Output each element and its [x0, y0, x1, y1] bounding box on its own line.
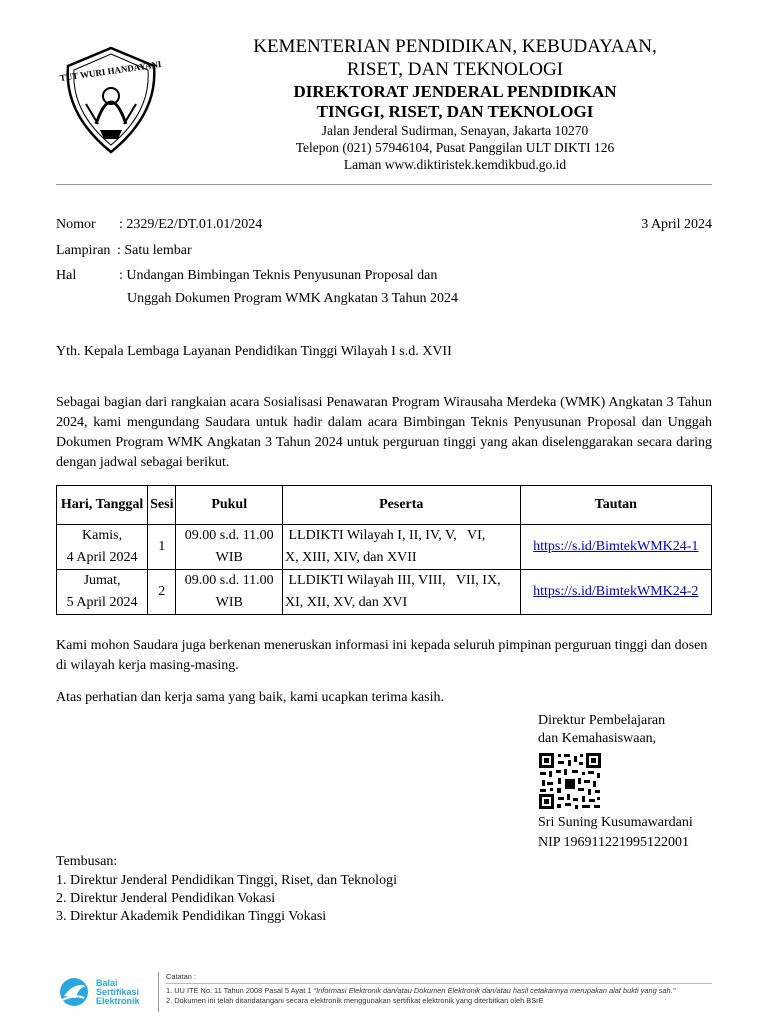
header-sesi: Sesi: [148, 486, 176, 525]
time-range: 09.00 s.d. 11.00: [184, 528, 274, 543]
sesi-cell: 2: [148, 570, 176, 615]
footer-divider: [158, 972, 159, 1012]
phone: Telepon (021) 57946104, Pusat Panggilan ULT DIKTI 126: [295, 140, 615, 155]
website: Laman www.diktiristek.kemdikbud.go.id: [343, 157, 567, 172]
peserta-line-1: LLDIKTI Wilayah I, II, IV, V, VI,: [284, 528, 486, 543]
directorate-line-1: DIREKTORAT JENDERAL PENDIDIKAN: [293, 82, 617, 101]
schedule-table: [56, 485, 712, 615]
signatory-name: Sri Suning Kusumawardani: [538, 815, 693, 830]
footer-note-2: 2. Dokumen ini telah ditandatangani secara elektronik menggunakan sertifikat elektronik yang diterbitkan oleh BSrE: [166, 996, 544, 1005]
ministry-line-1: KEMENTERIAN PENDIDIKAN, KEBUDAYAAN,: [253, 36, 657, 57]
time-cell: [176, 525, 283, 570]
peserta-line-2: X, XIII, XIV, dan XVII: [284, 550, 417, 565]
cc-item-2: 2. Direktur Jenderal Pendidikan Vokasi: [56, 891, 276, 906]
sesi-cell: 1: [148, 525, 176, 570]
bsre-line-1: Balai: [96, 978, 118, 988]
letter-date: 3 April 2024: [641, 217, 712, 232]
day-date: 4 April 2024: [66, 550, 138, 565]
footer-note-1-prefix: 1. UU ITE No. 11 Tahun 2008 Pasal 5 Ayat 1: [166, 986, 314, 995]
time-range: 09.00 s.d. 11.00: [184, 573, 274, 588]
directorate-line-2: TINGGI, RISET, DAN TEKNOLOGI: [316, 102, 594, 121]
day-name: Jumat,: [83, 573, 121, 588]
meeting-link-1[interactable]: https://s.id/BimtekWMK24-1: [533, 539, 699, 554]
table-row: [57, 570, 712, 615]
day-cell: [57, 570, 148, 615]
link-cell: [520, 525, 711, 570]
header-divider: [56, 184, 712, 185]
cc-item-1: 1. Direktur Jenderal Pendidikan Tinggi, Riset, dan Teknologi: [56, 873, 397, 888]
peserta-line-2: XI, XII, XV, dan XVI: [284, 595, 408, 610]
hal-line-1: : Undangan Bimbingan Teknis Penyusunan Proposal dan: [119, 268, 438, 283]
link-cell: [520, 570, 711, 615]
peserta-cell: [282, 525, 520, 570]
footer-note-label: Catatan :: [166, 972, 196, 981]
bsre-line-2: Sertifikasi: [96, 987, 140, 997]
signatory-title-1: Direktur Pembelajaran: [538, 713, 666, 728]
recipient: Yth. Kepala Lembaga Layanan Pendidikan Tinggi Wilayah I s.d. XVII: [56, 344, 452, 359]
table-row: [57, 525, 712, 570]
day-name: Kamis,: [82, 528, 123, 543]
header-pukul: Pukul: [176, 486, 283, 525]
time-zone: WIB: [215, 550, 243, 565]
meeting-link-2[interactable]: https://s.id/BimtekWMK24-2: [533, 584, 699, 599]
bsre-name: [96, 979, 140, 1006]
nomor-label: Nomor: [56, 217, 96, 232]
lampiran-value: : Satu lembar: [117, 243, 192, 258]
nomor-value: : 2329/E2/DT.01.01/2024: [119, 217, 263, 232]
hal-line-2: Unggah Dokumen Program WMK Angkatan 3 Tahun 2024: [127, 291, 458, 306]
tut-wuri-handayani-logo: [58, 44, 164, 156]
header-peserta: Peserta: [282, 486, 520, 525]
footer-note-1: [166, 986, 675, 995]
request-paragraph: Kami mohon Saudara juga berkenan meneruskan informasi ini kepada seluruh pimpinan perguruan tinggi dan dosen di wilayah kerja masing-masing.: [56, 638, 708, 673]
signatory-title-2: dan Kemahasiswaan,: [538, 731, 657, 746]
time-cell: [176, 570, 283, 615]
footer-note-line: [166, 983, 712, 984]
signatory-nip: NIP 196911221995122001: [538, 835, 690, 850]
table-header-row: [57, 486, 712, 525]
address: Jalan Jenderal Sudirman, Senayan, Jakarta 10270: [321, 123, 589, 138]
bsre-logo-icon: [56, 976, 92, 1008]
header-hari-tanggal: Hari, Tanggal: [57, 486, 148, 525]
time-zone: WIB: [215, 595, 243, 610]
lampiran-label: Lampiran: [56, 243, 111, 258]
ministry-line-2: RISET, DAN TEKNOLOGI: [346, 59, 564, 80]
footer-note-1-quote: "Informasi Elektronik dan/atau Dokumen Elektronik dan/atau hasil cetakannya merupakan alat bukti yang sah.": [313, 986, 676, 995]
day-date: 5 April 2024: [66, 595, 138, 610]
day-cell: [57, 525, 148, 570]
svg-text:TUT WURI HANDAYANI: TUT WURI HANDAYANI: [59, 58, 163, 84]
cc-item-3: 3. Direktur Akademik Pendidikan Tinggi Vokasi: [56, 909, 327, 924]
peserta-line-1: LLDIKTI Wilayah III, VIII, VII, IX,: [284, 573, 501, 588]
qr-code-icon: [538, 752, 602, 810]
peserta-cell: [282, 570, 520, 615]
intro-paragraph: Sebagai bagian dari rangkaian acara Sosialisasi Penawaran Program Wirausaha Merdeka (WMK) Angkatan 3 Tahun 2024, kami mengundang Saudara untuk hadir dalam acara Bimbingan Teknis Penyusunan Proposal dan Unggah Dokumen Program WMK Angkatan 3 Tahun 2024 untuk perguruan tinggi yang akan diselenggarakan secara daring dengan jadwal sebagai berikut.: [56, 395, 712, 470]
cc-label: Tembusan:: [56, 854, 118, 869]
bsre-line-3: Elektronik: [96, 996, 140, 1006]
hal-label: Hal: [56, 268, 77, 283]
header-tautan: Tautan: [520, 486, 711, 525]
closing-paragraph: Atas perhatian dan kerja sama yang baik, kami ucapkan terima kasih.: [56, 690, 444, 705]
